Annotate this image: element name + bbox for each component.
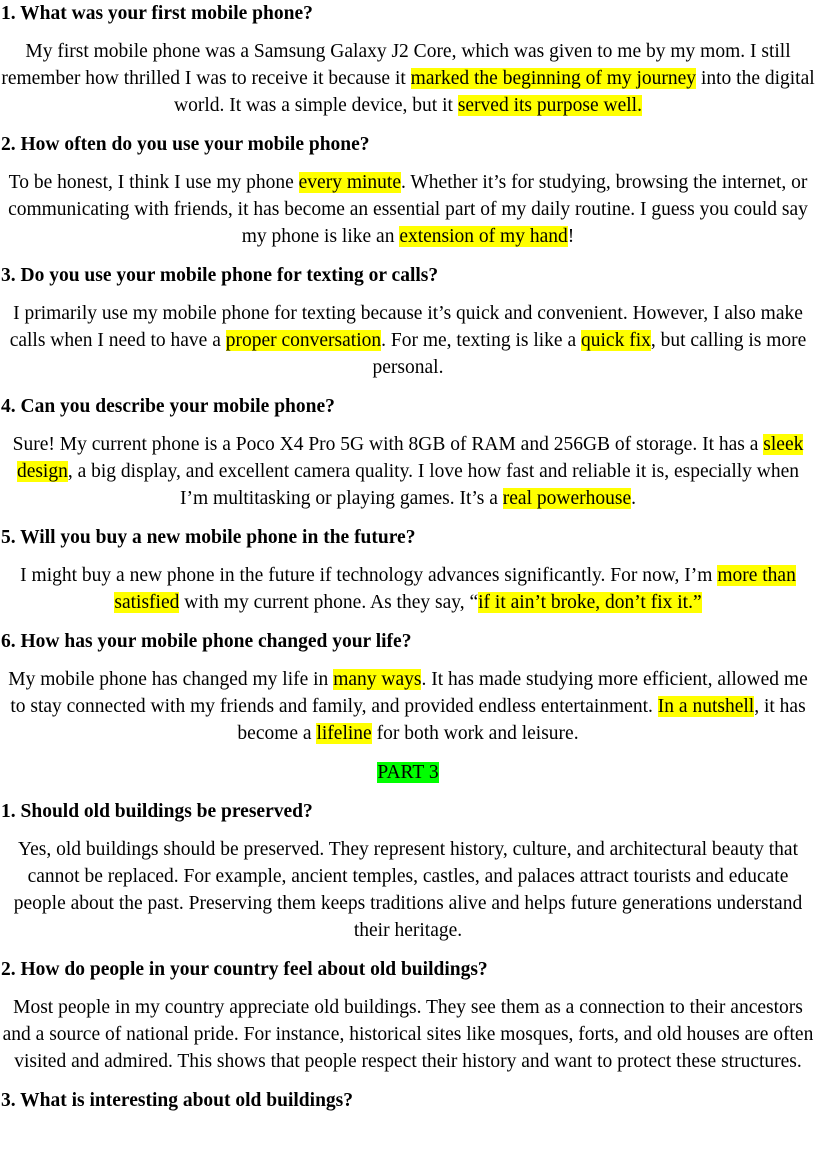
question-heading: 2. How do people in your country feel about old buildings? [1,959,488,980]
question-heading: 2. How often do you use your mobile phone? [1,134,370,155]
question-heading: 5. Will you buy a new mobile phone in the future? [1,527,416,548]
answer-paragraph [0,994,816,1075]
answer-text: for both work and leisure. [371,723,579,744]
answer-text: Most people in my country appreciate old buildings. They see them as a connection to their ancestors and a source of national pride. For instance, historical sites like mosques, forts, and old houses are often visited and admired. This shows that people respect their history and want to protect these structures. [2,997,814,1072]
highlighted-phrase: proper conversation [225,330,382,351]
answer-text: , but calling is more personal. [372,330,807,378]
answer-text: My first mobile phone was a Samsung Galaxy J2 Core, which was given to me by my mom. I still remember how thrilled I was to receive it because it [1,41,791,89]
answer-text: My mobile phone has changed my life in [8,669,334,690]
highlighted-phrase: served its purpose well. [457,95,642,116]
highlighted-phrase: quick fix [581,330,651,351]
answer-text: into the digital world. It was a simple device, but it [174,68,815,116]
answer-text: with my current phone. As they say, “ [179,592,479,613]
answer-text: I primarily use my mobile phone for texting because it’s quick and convenient. However, I also make calls when I need to have a [9,303,803,351]
question-heading: 3. What is interesting about old buildings? [1,1090,353,1111]
question-heading: 4. Can you describe your mobile phone? [1,396,335,417]
answer-paragraph [0,38,816,119]
highlighted-phrase: if it ain’t broke, don’t fix it.” [478,592,702,613]
answer-paragraph [0,836,816,944]
highlighted-phrase: many ways [333,669,422,690]
answer-text: To be honest, I think I use my phone [8,172,299,193]
answer-text: Sure! My current phone is a Poco X4 Pro 5G with 8GB of RAM and 256GB of storage. It has a [12,434,764,455]
answer-paragraph [0,169,816,250]
answer-text: . For me, texting is like a [381,330,581,351]
highlighted-phrase: lifeline [316,723,372,744]
answer-text: , it has become a [237,696,806,744]
highlighted-phrase: real powerhouse [502,488,632,509]
highlighted-phrase: every minute [298,172,401,193]
question-heading: 1. What was your first mobile phone? [1,3,313,24]
part-3-section [0,798,816,1114]
highlighted-phrase: sleek design [16,434,804,482]
part-3-heading: PART 3 [377,762,439,783]
answer-paragraph [0,431,816,512]
highlighted-phrase: more than satisfied [114,565,796,613]
answer-paragraph [0,666,816,747]
answer-text: I might buy a new phone in the future if technology advances significantly. For now, I’m [20,565,718,586]
answer-text: , a big display, and excellent camera quality. I love how fast and reliable it is, especially when I’m multitasking or playing games. It’s a [67,461,800,509]
answer-text: ! [567,226,575,247]
question-heading: 6. How has your mobile phone changed your life? [1,631,412,652]
answer-paragraph [0,300,816,381]
question-heading: 3. Do you use your mobile phone for texting or calls? [1,265,439,286]
answer-text: . It has made studying more efficient, allowed me to stay connected with my friends and family, and provided endless entertainment. [10,669,808,717]
highlighted-phrase: In a nutshell [657,696,755,717]
question-heading: 1. Should old buildings be preserved? [1,801,313,822]
answer-text: . [631,488,636,509]
highlighted-phrase: extension of my hand [399,226,568,247]
answer-text: Yes, old buildings should be preserved. They represent history, culture, and architectural beauty that cannot be replaced. For example, ancient temples, castles, and palaces attract tourists and educate people about the past. Preserving them keeps traditions alive and helps future generations understand their heritage. [13,839,803,941]
answer-paragraph [0,562,816,616]
highlighted-phrase: marked the beginning of my journey [410,68,697,89]
answer-text: . Whether it’s for studying, browsing the internet, or communicating with friends, it has become an essential part of my daily routine. I guess you could say my phone is like an [8,172,808,247]
